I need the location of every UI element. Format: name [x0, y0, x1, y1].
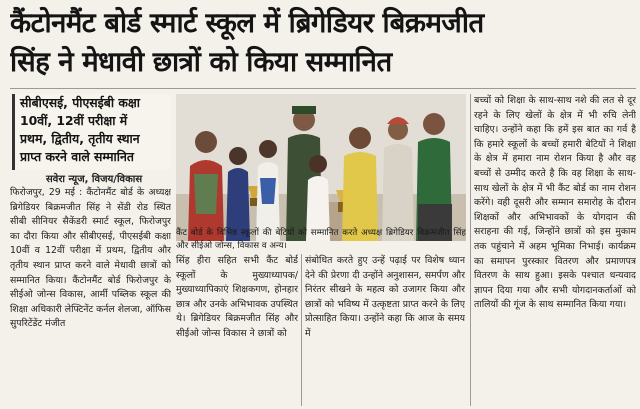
- article-column-1: [10, 186, 171, 406]
- column-rule: [301, 254, 302, 406]
- subheadline-box: [12, 94, 170, 170]
- headline-rule: [10, 88, 636, 89]
- article-column-3: [305, 254, 465, 406]
- headline: [10, 4, 632, 82]
- article-column-2: [176, 254, 298, 406]
- headline-line-1: कैंटोनमैंट बोर्ड स्मार्ट स्कूल में ब्रिगेडियर बिक्रमजीत: [10, 7, 484, 39]
- subheadline-line-4: प्राप्त करने वाले सम्मानित: [20, 149, 134, 164]
- article-text: बच्चों को शिक्षा के साथ-साथ नशे की लत से दूर रहने के लिए खेलों के क्षेत्र में भी रुचि लेनी चाहिए। उन्होंने कहा कि हमें इस बात का गर्व है कि हमारे स्कूलों के बच्चों हमारी बेटियों ने शिक्षा के क्षेत्र में हमारा नाम रोशन किया है और वह बच्चों से उम्मीद करते है कि वह शिक्षा के साथ-साथ खेलों के क्षेत्र में भी कैंट बोर्ड का नाम रोशन करेंगे। वही दूसरी और सम्मान समारोह के दौरान शिक्षकों और अभिभावकों के योगदान की सराहना की गई, जिन्होंने छात्रों को इस मुकाम तक पहुंचाने में अहम भूमिका निभाई। कार्यक्रम का समापन पुरस्कार वितरण और प्रमाणपत्र वितरण के साथ हुआ। इसके पश्चात धन्यवाद ज्ञापन दिया गया और सभी योगदानकर्ताओं को तालियों की गूंज के साथ सम्मानित किया गया।: [474, 95, 636, 311]
- column-rule: [470, 94, 471, 406]
- photo-caption: कैंट बोर्ड के विभिन्न स्कूलों की बेटियों को सम्मानित करते अध्यक्ष ब्रिगेडियर बिक्रमजीत सिंह और सीईओ जोन्स, विकास व अन्य।: [176, 228, 466, 251]
- photo-illustration: [176, 94, 466, 241]
- subheadline-line-1: सीबीएसई, पीएसईबी कक्षा: [20, 95, 140, 110]
- article-column-4: [474, 94, 636, 406]
- article-text: सिंह हीरा सहित सभी कैंट बोर्ड स्कूलों के मुख्याध्यापक/मुख्याध्यापिकाएं शिक्षकगण, होनहार छात्र और उनके अभिभावक उपस्थित थे। ब्रिगेडियर बिक्रमजीत सिंह और सीईओ जोन्स विकास ने छात्रों को: [176, 255, 298, 339]
- headline-line-2: सिंह ने मेधावी छात्रों को किया सम्मानित: [10, 46, 392, 78]
- subheadline-line-3: प्रथम, द्वितीय, तृतीय स्थान: [20, 131, 140, 146]
- subheadline-bar: [12, 94, 15, 170]
- news-photo: [176, 94, 466, 241]
- subheadline-line-2: 10वीं, 12वीं परीक्षा में: [20, 113, 128, 128]
- byline: सवेरा न्यूज, विजय/विकास: [46, 174, 143, 185]
- article-text: संबोधित करते हुए उन्हें पढ़ाई पर विशेष ध्यान देने की प्रेरणा दी उन्होंने अनुशासन, समर्पण और निरंतर सीखने के महत्व को उजागर किया और छात्रों को भविष्य में उत्कृष्टता प्राप्त करने के लिए प्रोत्साहित किया। उन्होंने कहा कि आज के समय में: [305, 255, 465, 339]
- article-text: फिरोजपुर, 29 मई : कैंटोनमैंट बोर्ड के अध्यक्ष ब्रिगेडियर बिक्रमजीत सिंह ने सेंडी रोड स्थित सीबी सीनियर सैकेंडरी स्मार्ट स्कूल, फिरोजपुर का दौरा किया और सीबीएसई, पीएसईबी कक्षा 10वीं व 12वीं परीक्षा में प्रथम, द्वितीय और तृतीय स्थान प्राप्त करने वाले मेधावी छात्रों को सम्मानित किया। कैंटोनमैंट बोर्ड फिरोजपुर के सीईओ जोन्स विकास, आर्मी पब्लिक स्कूल की शिक्षा अधिकारी लेफ्टिनेंट कर्नल शेलजा, ऑफिस सुपरिटेंडेंट मंजीत: [10, 187, 171, 330]
